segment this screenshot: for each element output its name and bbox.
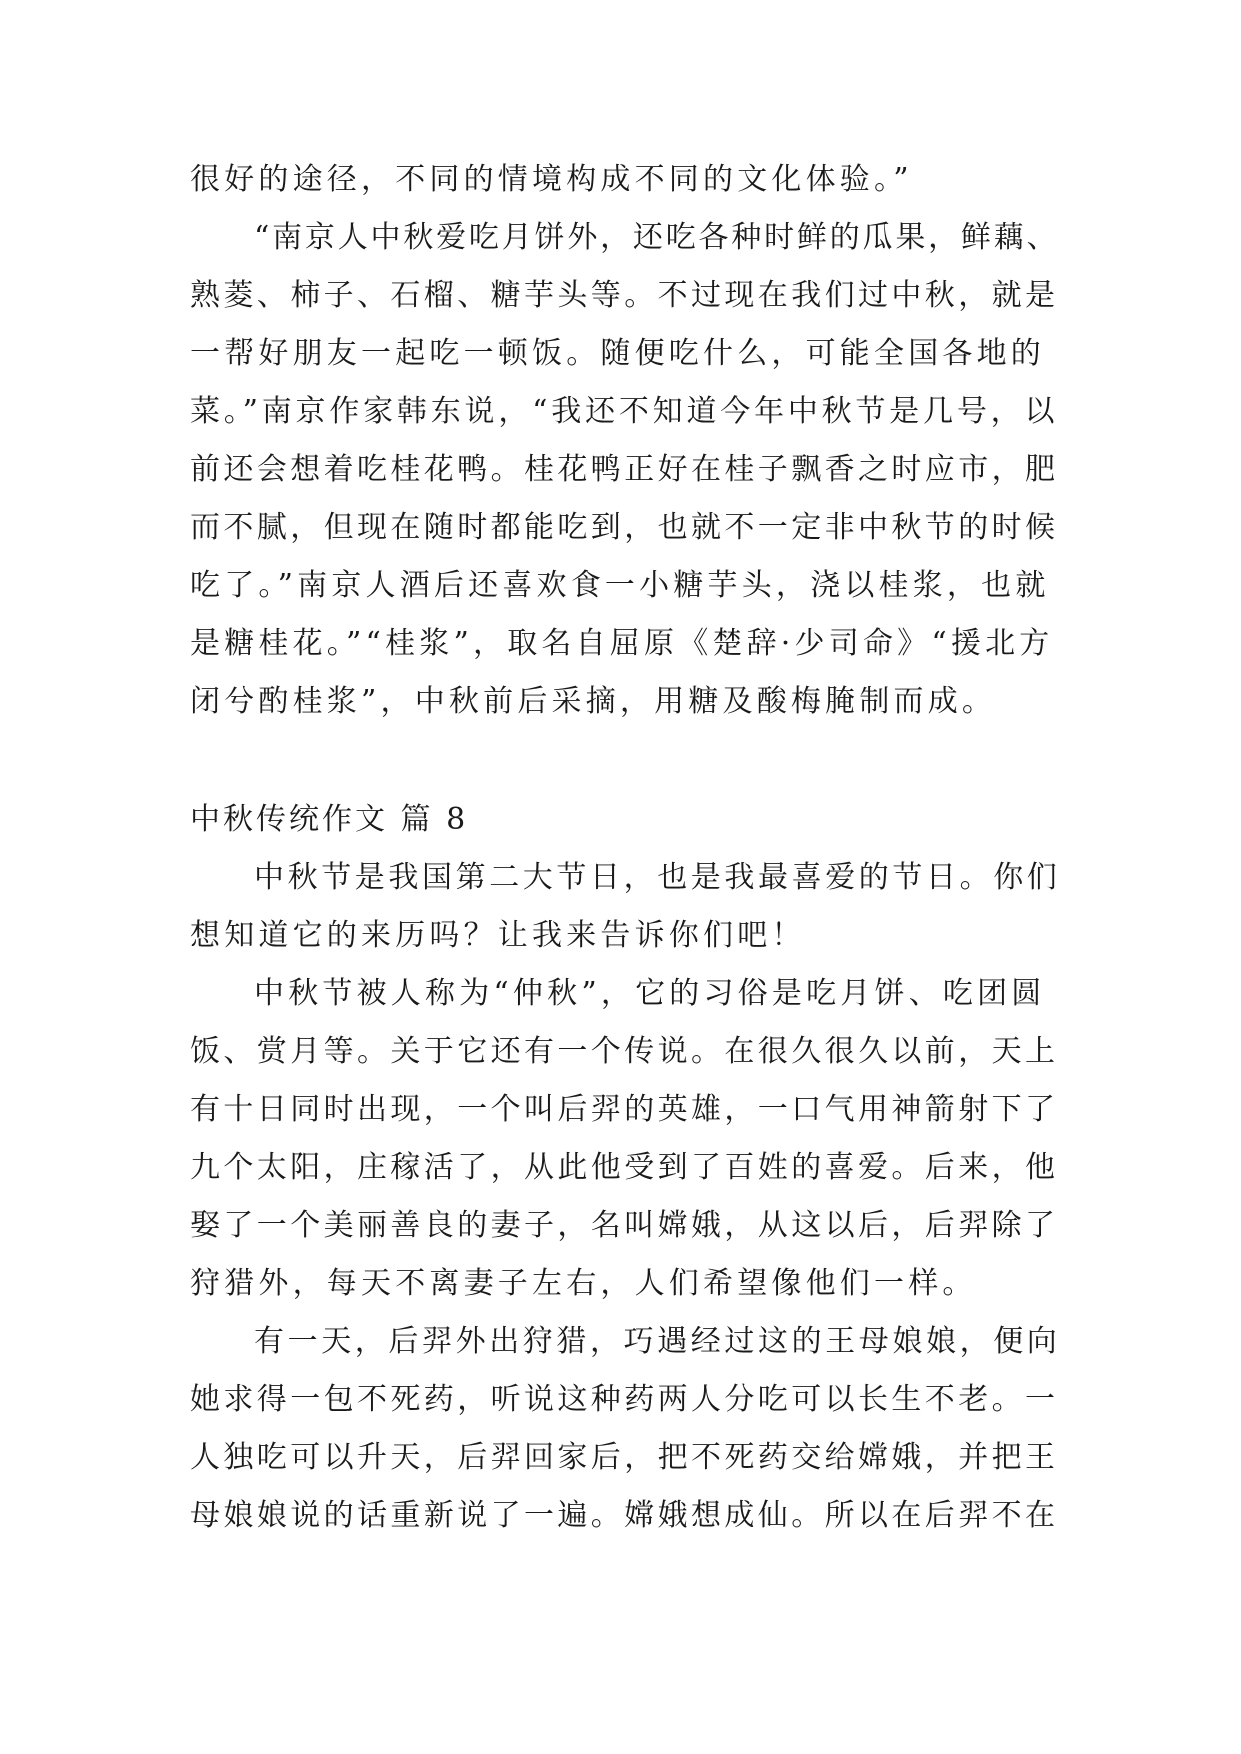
paragraph-line: 狩猎外，每天不离妻子左右，人们希望像他们一样。 <box>190 1266 977 1301</box>
paragraph-line: 她求得一包不死药，听说这种药两人分吃可以长生不老。一 <box>190 1382 1059 1417</box>
paragraph-line: 娶了一个美丽善良的妻子，名叫嫦娥，从这以后，后羿除了 <box>190 1208 1059 1243</box>
paragraph-line: 中秋节被人称为“仲秋”，它的习俗是吃月饼、吃团圆 <box>254 976 1046 1011</box>
paragraph-line: 是糖桂花。”“桂浆”，取名自屈原《楚辞·少司命》“援北方 <box>190 626 1054 661</box>
paragraph-line: 很好的途径，不同的情境构成不同的文化体验。” <box>190 162 913 197</box>
paragraph-line: 熟菱、柿子、石榴、糖芋头等。不过现在我们过中秋，就是 <box>190 278 1059 313</box>
paragraph-line: 想知道它的来历吗？让我来告诉你们吧！ <box>190 918 806 953</box>
paragraph-line: 而不腻，但现在随时都能吃到，也就不一定非中秋节的时候 <box>190 510 1059 545</box>
paragraph-line: 饭、赏月等。关于它还有一个传说。在很久很久以前，天上 <box>190 1034 1059 1069</box>
paragraph-line: 中秋节是我国第二大节日，也是我最喜爱的节日。你们 <box>254 860 1061 895</box>
paragraph-line: 一帮好朋友一起吃一顿饭。随便吃什么，可能全国各地的 <box>190 336 1045 371</box>
paragraph-line: 有一天，后羿外出狩猎，巧遇经过这的王母娘娘，便向 <box>254 1324 1061 1359</box>
paragraph-line: 有十日同时出现，一个叫后羿的英雄，一口气用神箭射下了 <box>190 1092 1059 1127</box>
paragraph-line: 人独吃可以升天，后羿回家后，把不死药交给嫦娥，并把王 <box>190 1440 1059 1475</box>
paragraph-line: 九个太阳，庄稼活了，从此他受到了百姓的喜爱。后来，他 <box>190 1150 1059 1185</box>
paragraph-line: 闭兮酌桂浆”，中秋前后采摘，用糖及酸梅腌制而成。 <box>190 684 997 719</box>
paragraph-line: 吃了。”南京人酒后还喜欢食一小糖芋头，浇以桂浆，也就 <box>190 568 1050 603</box>
paragraph-line: 母娘娘说的话重新说了一遍。嫦娥想成仙。所以在后羿不在 <box>190 1498 1059 1533</box>
paragraph-line: 前还会想着吃桂花鸭。桂花鸭正好在桂子飘香之时应市，肥 <box>190 452 1059 487</box>
paragraph-line: “南京人中秋爱吃月饼外，还吃各种时鲜的瓜果，鲜藕、 <box>254 220 1060 255</box>
section-heading: 中秋传统作文 篇 8 <box>190 802 469 837</box>
paragraph-line: 菜。”南京作家韩东说，“我还不知道今年中秋节是几号，以 <box>190 394 1059 429</box>
